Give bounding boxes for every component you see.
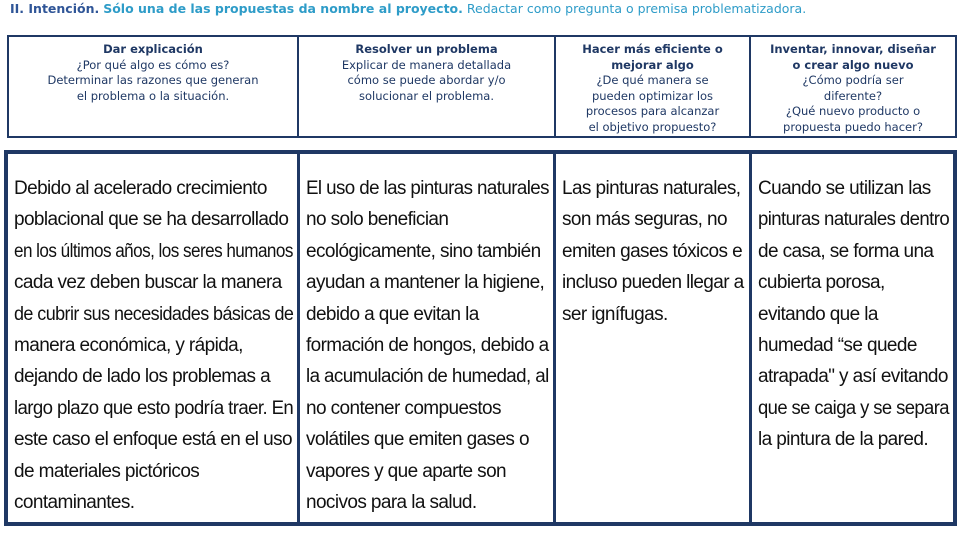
answer-line: debido a que evitan la xyxy=(306,303,479,325)
answer-line: que se caiga y se separa xyxy=(758,397,949,419)
option-title: Hacer más eficiente o xyxy=(582,42,723,56)
option-improve xyxy=(556,37,751,136)
answer-line: ecológicamente, sino también xyxy=(306,240,541,262)
answer-line: cada vez deben buscar la manera xyxy=(14,272,282,294)
answer-line: contaminantes. xyxy=(14,492,135,514)
answer-line: no contener compuestos xyxy=(306,397,501,419)
answer-line: humedad “se quede xyxy=(758,335,917,357)
option-line: diferente? xyxy=(823,88,883,103)
answer-line: no solo benefician xyxy=(306,209,449,231)
answer-line: formación de hongos, debido a xyxy=(306,335,549,357)
option-line: Explicar de manera detallada xyxy=(341,57,512,72)
answer-line: cubierta porosa, xyxy=(758,272,885,294)
option-solve xyxy=(299,37,556,136)
answer-line: largo plazo que esto podría traer. En xyxy=(14,397,294,419)
answer-line: vapores y que aparte son xyxy=(306,460,507,482)
option-title: Inventar, innovar, diseñar xyxy=(770,42,936,56)
answer-line: la pintura de la pared. xyxy=(758,429,928,451)
answer-line: nocivos para la salud. xyxy=(306,492,477,514)
answer-improve xyxy=(556,154,752,522)
answer-line: ser ignífugas. xyxy=(562,303,668,325)
option-line: ¿Cómo podría ser xyxy=(802,73,904,87)
answer-explain xyxy=(8,154,300,522)
option-title-cont: o crear algo nuevo xyxy=(792,57,914,72)
answer-line: de casa, se forma una xyxy=(758,240,934,262)
heading-highlight: Sólo una de las propuestas da nombre al proyecto. xyxy=(103,1,463,16)
heading-instruction: Redactar como pregunta o premisa problematizadora. xyxy=(466,1,807,16)
answer-line: El uso de las pinturas naturales xyxy=(306,178,549,199)
answer-line: la acumulación de humedad, al xyxy=(306,366,549,388)
answer-line: dejando de lado los problemas a xyxy=(14,366,271,388)
answer-line: de cubrir sus necesidades básicas de xyxy=(14,303,294,325)
options-table xyxy=(7,35,957,138)
option-line: ¿Qué nuevo producto o xyxy=(785,104,921,118)
answer-line: evitando que la xyxy=(758,303,878,325)
option-line: ¿Por qué algo es cómo es? xyxy=(76,57,230,72)
answers-table xyxy=(4,150,957,526)
option-explain xyxy=(9,37,299,136)
answer-line: poblacional que se ha desarrollado xyxy=(14,209,289,231)
answer-line: de materiales pictóricos xyxy=(14,460,200,482)
answer-line: Debido al acelerado crecimiento xyxy=(14,178,267,199)
answer-line: manera económica, y rápida, xyxy=(14,335,243,357)
option-title: Resolver un problema xyxy=(355,42,498,56)
option-line: solucionar el problema. xyxy=(359,88,494,103)
option-title: Dar explicación xyxy=(103,42,203,56)
answer-line: son más seguras, no xyxy=(562,209,727,231)
answer-line: Cuando se utilizan las xyxy=(758,178,931,199)
section-heading xyxy=(10,0,806,18)
answer-line: volátiles que emiten gases o xyxy=(306,429,529,451)
option-title-cont: mejorar algo xyxy=(611,57,694,72)
answer-line: ayudan a mantener la higiene, xyxy=(306,272,545,294)
answer-line: atrapada" y así evitando xyxy=(758,366,948,388)
option-line: procesos para alcanzar xyxy=(585,104,720,118)
option-line: pueden optimizar los xyxy=(591,88,714,103)
section-number: II. Intención. xyxy=(10,1,100,16)
option-line: cómo se puede abordar y/o xyxy=(347,73,506,87)
option-line: el objetivo propuesto? xyxy=(588,119,717,134)
option-innovate xyxy=(751,37,955,136)
answer-line: pinturas naturales dentro xyxy=(758,209,950,231)
option-line: el problema o la situación. xyxy=(76,88,230,103)
answer-line: incluso pueden llegar a xyxy=(562,272,744,294)
option-line: ¿De qué manera se xyxy=(596,73,709,87)
option-line: propuesta puedo hacer? xyxy=(783,119,923,134)
answer-line: Las pinturas naturales, xyxy=(562,178,741,199)
answer-line: en los últimos años, los seres humanos xyxy=(14,240,293,262)
answer-line: emiten gases tóxicos e xyxy=(562,240,743,262)
answer-innovate xyxy=(752,154,953,522)
option-line: Determinar las razones que generan xyxy=(47,73,259,87)
answer-solve xyxy=(300,154,556,522)
answer-line: este caso el enfoque está en el uso xyxy=(14,429,292,451)
